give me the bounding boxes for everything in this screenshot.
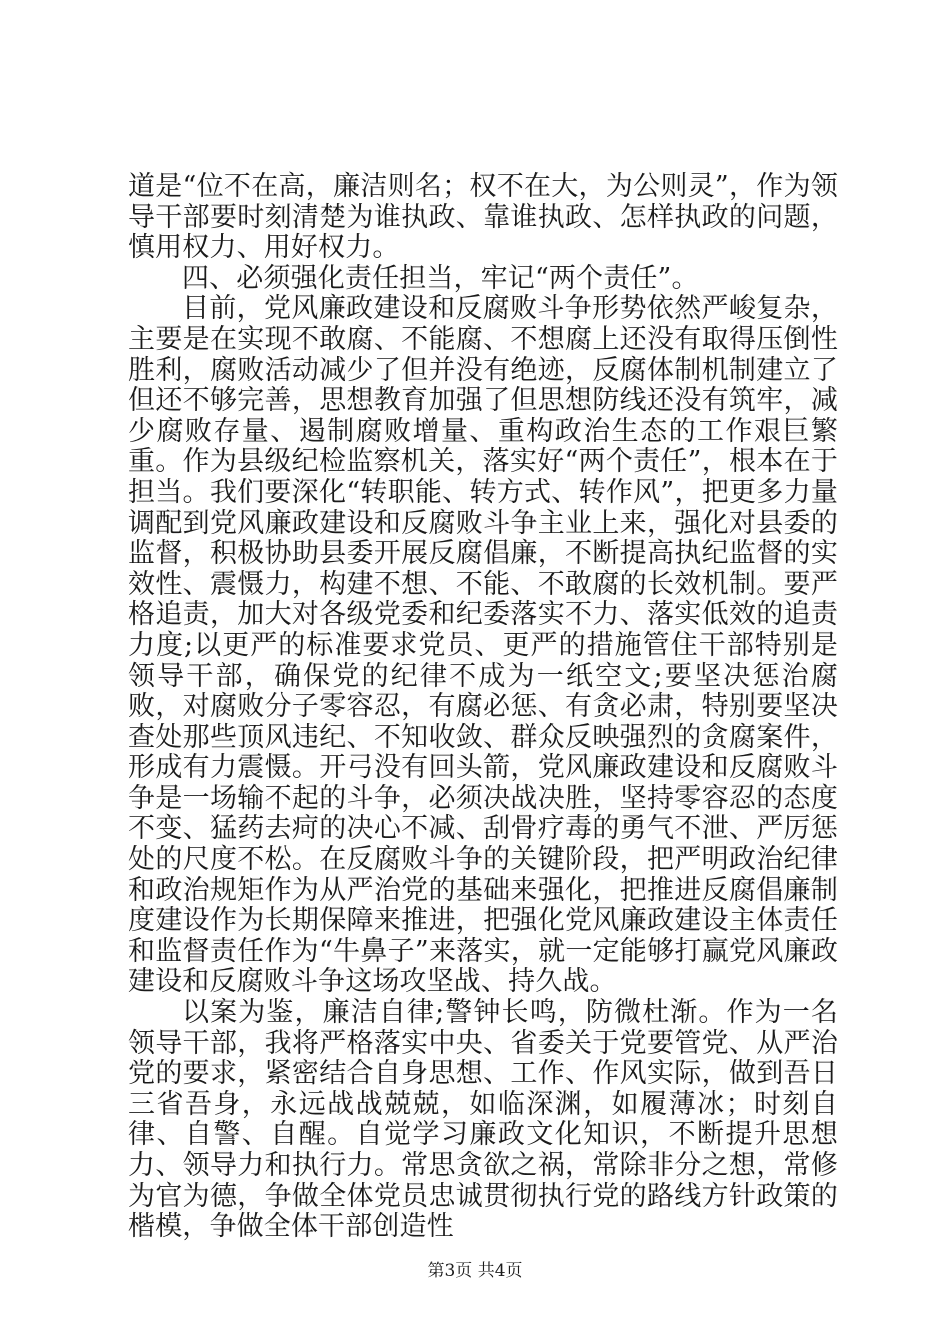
page-number-footer: 第3页 共4页 (427, 1261, 523, 1281)
paragraph-1: 道是“位不在高，廉洁则名；权不在大，为公则灵”，作为领导干部要时刻清楚为谁执政、靠谁执政、怎样执政的问题，慎用权力、用好权力。 (128, 171, 838, 264)
paragraph-4: 以案为鉴，廉洁自律;警钟长鸣，防微杜渐。作为一名领导干部，我将严格落实中央、省委关于党要管党、从严治党的要求，紧密结合自身思想、工作、作风实际，做到吾日三省吾身，永远战战兢兢，如临深渊，如履薄冰；时刻自律、自警、自醒。自觉学习廉政文化知识，不断提升思想力、领导力和执行力。常思贪欲之祸，常除非分之想，常修为官为德，争做全体党员忠诚贯彻执行党的路线方针政策的楷模，争做全体干部创造性 (128, 997, 838, 1243)
document-body (128, 172, 838, 1243)
paragraph-2-heading: 四、必须强化责任担当，牢记“两个责任”。 (182, 262, 699, 294)
paragraph-3: 目前，党风廉政建设和反腐败斗争形势依然严峻复杂，主要是在实现不敢腐、不能腐、不想腐上还没有取得压倒性胜利，腐败活动减少了但并没有绝迹，反腐体制机制建立了但还不够完善，思想教育加强了但思想防线还没有筑牢，减少腐败存量、遏制腐败增量、重构政治生态的工作艰巨繁重。作为县级纪检监察机关，落实好“两个责任”，根本在于担当。我们要深化“转职能、转方式、转作风”，把更多力量调配到党风廉政建设和反腐败斗争主业上来，强化对县委的监督，积极协助县委开展反腐倡廉，不断提高执纪监督的实效性、震慑力，构建不想、不能、不敢腐的长效机制。要严格追责，加大对各级党委和纪委落实不力、落实低效的追责力度;以更严的标准要求党员、更严的措施管住干部特别是领导干部，确保党的纪律不成为一纸空文;要坚决惩治腐败，对腐败分子零容忍，有腐必惩、有贪必肃，特别要坚决查处那些顶风违纪、不知收敛、群众反映强烈的贪腐案件，形成有力震慑。开弓没有回头箭，党风廉政建设和反腐败斗争是一场输不起的斗争，必须决战决胜，坚持零容忍的态度不变、猛药去疴的决心不减、刮骨疗毒的勇气不泄、严厉惩处的尺度不松。在反腐败斗争的关键阶段，把严明政治纪律和政治规矩作为从严治党的基础来强化，把推进反腐倡廉制度建设作为长期保障来推进，把强化党风廉政建设主体责任和监督责任作为“牛鼻子”来落实，就一定能够打赢党风廉政建设和反腐败斗争这场攻坚战、持久战。 (128, 293, 838, 998)
